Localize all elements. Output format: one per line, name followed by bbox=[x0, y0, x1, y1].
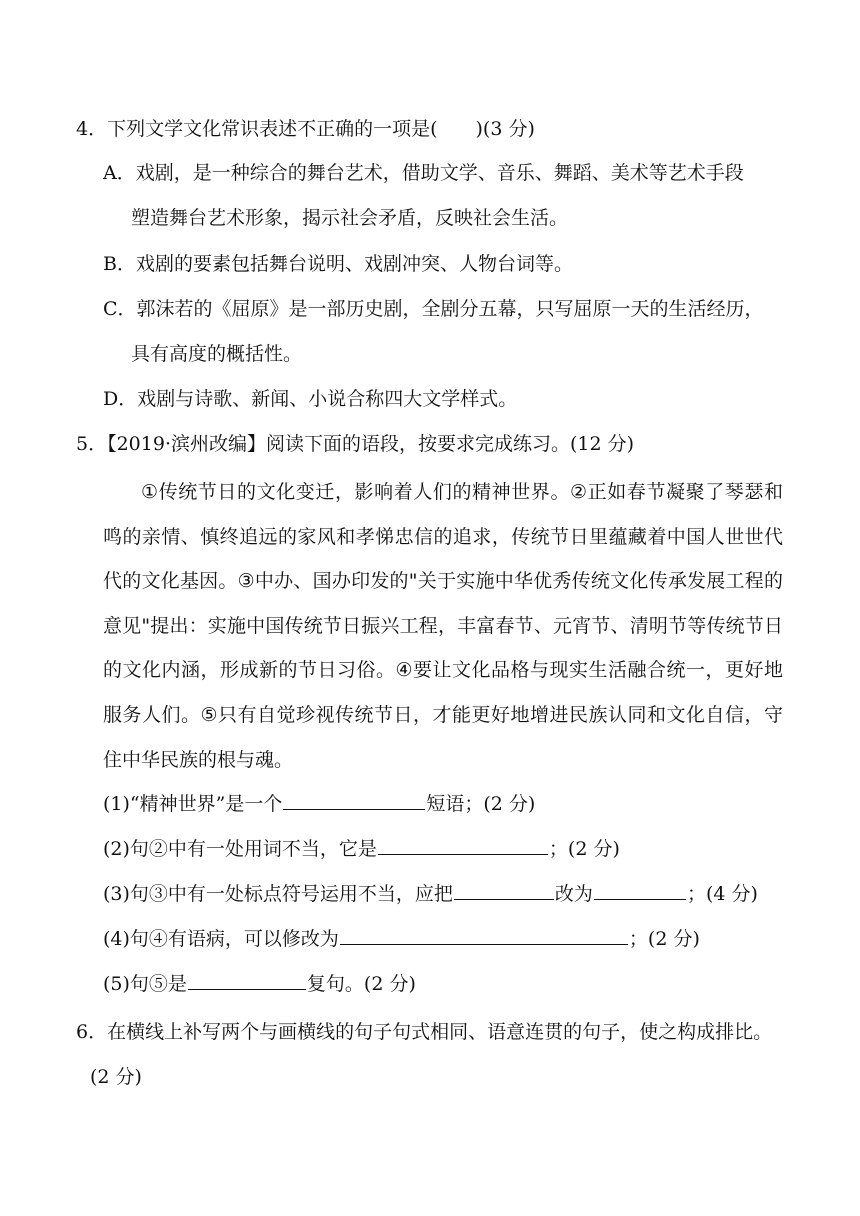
q4-option-a-line2: 塑造舞台艺术形象，揭示社会矛盾，反映社会生活。 bbox=[131, 207, 569, 229]
q5-sub1 bbox=[103, 791, 535, 817]
q5-sub3-blank-to[interactable] bbox=[594, 881, 686, 900]
q4-option-c-line1: C．郭沫若的《屈原》是一部历史剧，全剧分五幕，只写屈原一天的生活经历， bbox=[103, 298, 764, 320]
q5-sub1-blank[interactable] bbox=[283, 791, 425, 810]
q5-sub5-points: 复句。(2 分) bbox=[306, 973, 416, 995]
q4-option-a-line1: A．戏剧，是一种综合的舞台艺术，借助文学、音乐、舞蹈、美术等艺术手段 bbox=[103, 162, 744, 184]
q5-sub1-prompt: (1)“精神世界”是一个 bbox=[103, 793, 283, 815]
q5-sub2-points: ；(2 分) bbox=[548, 838, 620, 860]
q5-sub3-prompt: (3)句③中有一处标点符号运用不当，应把 bbox=[103, 883, 453, 905]
q6-stem-line2: (2 分) bbox=[90, 1066, 142, 1088]
q5-sub3-points: ；(4 分) bbox=[686, 883, 758, 905]
q5-passage: ①传统节日的文化变迁，影响着人们的精神世界。②正如春节凝聚了琴瑟和鸣的亲情、慎终追远的家风和孝悌忠信的追求，传统节日里蕴藏着中国人世世代代的文化基因。③中办、国办印发的"关于实施中华优秀传统文化传承发展工程的意见"提出：实施中国传统节日振兴工程，丰富春节、元宵节、清明节等传统节日的文化内涵，形成新的节日习俗。④要让文化品格与现实生活融合统一，更好地服务人们。⑤只有自觉珍视传统节日，才能更好地增进民族认同和文化自信，守住中华民族的根与魂。 bbox=[103, 481, 783, 771]
q5-sub5-blank[interactable] bbox=[188, 971, 306, 990]
q4-option-b: B．戏剧的要素包括舞台说明、戏剧冲突、人物台词等。 bbox=[103, 253, 573, 275]
q5-sub5 bbox=[103, 971, 416, 997]
q5-sub4 bbox=[103, 926, 700, 952]
q5-sub5-prompt: (5)句⑤是 bbox=[103, 973, 187, 995]
q4-stem: 4．下列文学文化常识表述不正确的一项是( )(3 分) bbox=[76, 118, 535, 140]
q5-sub2-blank[interactable] bbox=[378, 836, 548, 855]
q4-option-d: D．戏剧与诗歌、新闻、小说合称四大文学样式。 bbox=[103, 388, 518, 410]
q4-option-c-line2: 具有高度的概括性。 bbox=[131, 343, 303, 365]
q5-sub3-mid: 改为 bbox=[554, 883, 593, 905]
q5-sub4-points: ；(2 分) bbox=[628, 928, 700, 950]
q5-sub4-blank[interactable] bbox=[340, 926, 628, 945]
q5-sub4-prompt: (4)句④有语病，可以修改为 bbox=[103, 928, 339, 950]
q5-stem: 5．【2019·滨州改编】阅读下面的语段，按要求完成练习。(12 分) bbox=[76, 433, 635, 455]
q5-sub2-prompt: (2)句②中有一处用词不当，它是 bbox=[103, 838, 377, 860]
q5-sub3 bbox=[103, 881, 758, 907]
q5-sub2 bbox=[103, 836, 620, 862]
q5-sub3-blank-from[interactable] bbox=[454, 881, 554, 900]
q5-sub1-points: 短语；(2 分) bbox=[426, 793, 536, 815]
q6-stem-line1: 6．在横线上补写两个与画横线的句子句式相同、语意连贯的句子，使之构成排比。 bbox=[76, 1021, 773, 1043]
